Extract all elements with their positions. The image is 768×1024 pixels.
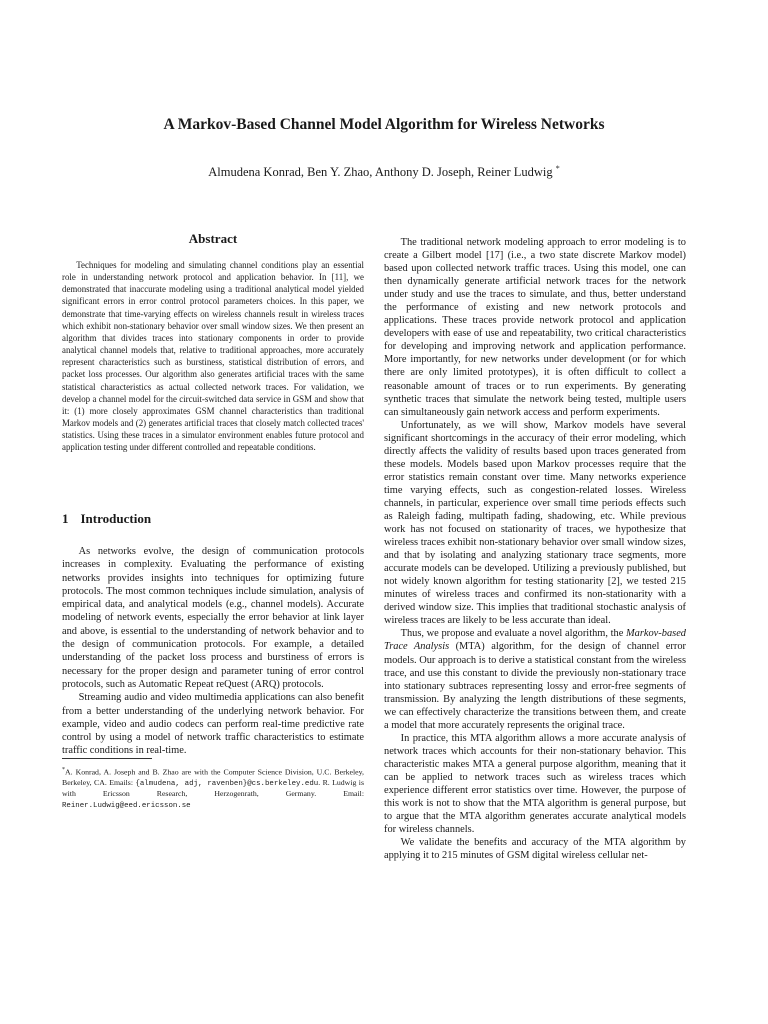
footnote [62, 765, 364, 811]
author-footnote-mark: * [555, 164, 560, 173]
footnote-rule [62, 758, 152, 759]
p3-lead: Thus, we propose and evaluate a novel algorithm, the [400, 628, 626, 640]
left-column [62, 230, 364, 810]
section-title: Introduction [80, 511, 152, 526]
p3-rest: (MTA) algorithm, for the design of channel error models. Our approach is to derive a statistical constant from the wireless trace, and use this constant to divide the previously non-stationary trace into stationary subtraces representing lossy and error-free segments of transmission. By analyzing the length distributions of these segments, we can effectively characterize the transitions between them, and create a model that more accurately represents the original trace. [384, 641, 686, 731]
abstract-heading: Abstract [188, 231, 238, 246]
body-paragraph-3 [384, 627, 686, 731]
intro-paragraph-1: As networks evolve, the design of communication protocols increases in complexity. Evaluating the performance of existing networks provides insights into techniques for optimizing future protocols. The most common techniques include simulation, analysis of empirical data, and analytical models (e.g., channel models). Accurate modeling of network events, especially the error behavior at link layer and above, is essential to the understanding of network behavior and to the design of communication protocols. For example, a detailed understanding of the packet loss process and burstiness of errors is necessary for the proper design and parameter tuning of error control protocols, such as Automatic Repeat reQuest (ARQ) protocols. [62, 546, 364, 690]
body-paragraph-4: In practice, this MTA algorithm allows a more accurate analysis of network traces which accounts for their non-stationary behavior. This characteristic makes MTA a general purpose algorithm, meaning that it can be applied to network traces such as wireless traces which experience different error statistics over time. However, the purpose of this work is not to show that the MTA algorithm is general purpose, but to argue that the MTA algorithm generates accurate analytical models for wireless channels. [384, 732, 686, 836]
footnote-mark: * [62, 767, 65, 773]
body-paragraph-1: The traditional network modeling approach to error modeling is to create a Gilbert model [17] (i.e., a two state discrete Markov model) based upon collected network traffic traces. Using this model, one can then dynamically generate artificial network traces for the network under study and use the traces to simulate, and thus, better understand the performance of existing and new network protocols and applications. These traces provide network protocol and application developers with ease of use and repeatability, two critical characteristics for developing and improving network and application performance. More importantly, for new networks under development (or for which there are only limited prototypes), it is often difficult to collect a reasonable amount of traces or to run experiments. By generating synthetic traces that simulate the network being tested, multiple users can simultaneously gain network access and perform experiments. [384, 237, 686, 418]
mta-term: Markov-based Trace Analysis [384, 628, 686, 653]
section-number: 1 [62, 511, 69, 526]
footnote-text-b: . R. Ludwig is with Ericsson Research, Herzogenrath, Germany. Email: [62, 778, 364, 799]
abstract-text: Techniques for modeling and simulating channel conditions play an essential role in understanding network protocol and application behavior. In [11], we demonstrated that inaccurate modeling using a traditional analytical model yielded significant errors in error control protocol parameters choices. In this paper, we demonstrate that time-varying effects on wireless channels result in wireless traces which exhibit non-stationary behavior over small window sizes. We then present an algorithm that divides traces into stationary components in order to provide analytical channel models that, relative to traditional approaches, more accurately represent characteristics such as burstiness, statistical distribution of errors, and packet loss processes. Our algorithm also generates artificial traces with the same statistical characteristics as actual collected network traces. For validation, we develop a channel model for the circuit-switched data service in GSM and show that it: (1) more closely approximates GSM channel characteristics than traditional Markov models and (2) generates artificial traces that closely match collected traces' statistics. Using these traces in a simulator environment enables future protocol and application testing under different controlled and repeatable conditions. [62, 260, 364, 453]
author-list [0, 164, 768, 180]
footnote-text-a: A. Konrad, A. Joseph and B. Zhao are with the Computer Science Division, U.C. Berkeley, Berkeley, CA. Emails: [62, 767, 364, 787]
body-paragraph-2: Unfortunately, as we will show, Markov models have several significant shortcomings in the accuracy of their error modeling, which directly affects the validity of results based upon traces generated from these models. Models based upon Markov processes require that the error statistics remain constant over time. Many networks experience time varying effects, such as congestion-related losses. Wireless channels, in particular, experience over small time periods effects such as Raleigh fading, multipath fading, shadowing, etc. While previous work has not focused on stationarity of traces, we hypothesize that wireless traces exhibit non-stationary behavior over small window sizes, and that by isolating and analyzing stationary trace segments, more accurate models can be developed. Utilizing a previously published, but not widely known algorithm for testing stationarity [2], we tested 215 minutes of wireless traces and confirmed its non-stationarity with a derived window size. This implies that traditional stochastic analysis of wireless traces are likely to be less accurate than ideal. [384, 419, 686, 627]
footnote-email-ludwig: Reiner.Ludwig@eed.ericsson.se [62, 801, 191, 810]
authors-text: Almudena Konrad, Ben Y. Zhao, Anthony D. Joseph, Reiner Ludwig [208, 165, 553, 180]
right-column [384, 236, 686, 862]
footnote-emails: {almudena, adj, ravenben}@cs.berkeley.edu [135, 780, 319, 788]
paper-title: A Markov-Based Channel Model Algorithm for Wireless Networks [163, 116, 605, 133]
intro-paragraph-2: Streaming audio and video multimedia applications can also benefit from a better understanding of the underlying network behavior. For example, video and audio codecs can perform real-time predictive rate control by using a model of network traffic characteristics to estimate traffic conditions in real-time. [62, 692, 364, 757]
body-paragraph-5: We validate the benefits and accuracy of the MTA algorithm by applying it to 215 minutes of GSM digital wireless cellular net- [384, 837, 686, 862]
introduction-body [62, 545, 364, 758]
section-heading-introduction [62, 510, 151, 528]
